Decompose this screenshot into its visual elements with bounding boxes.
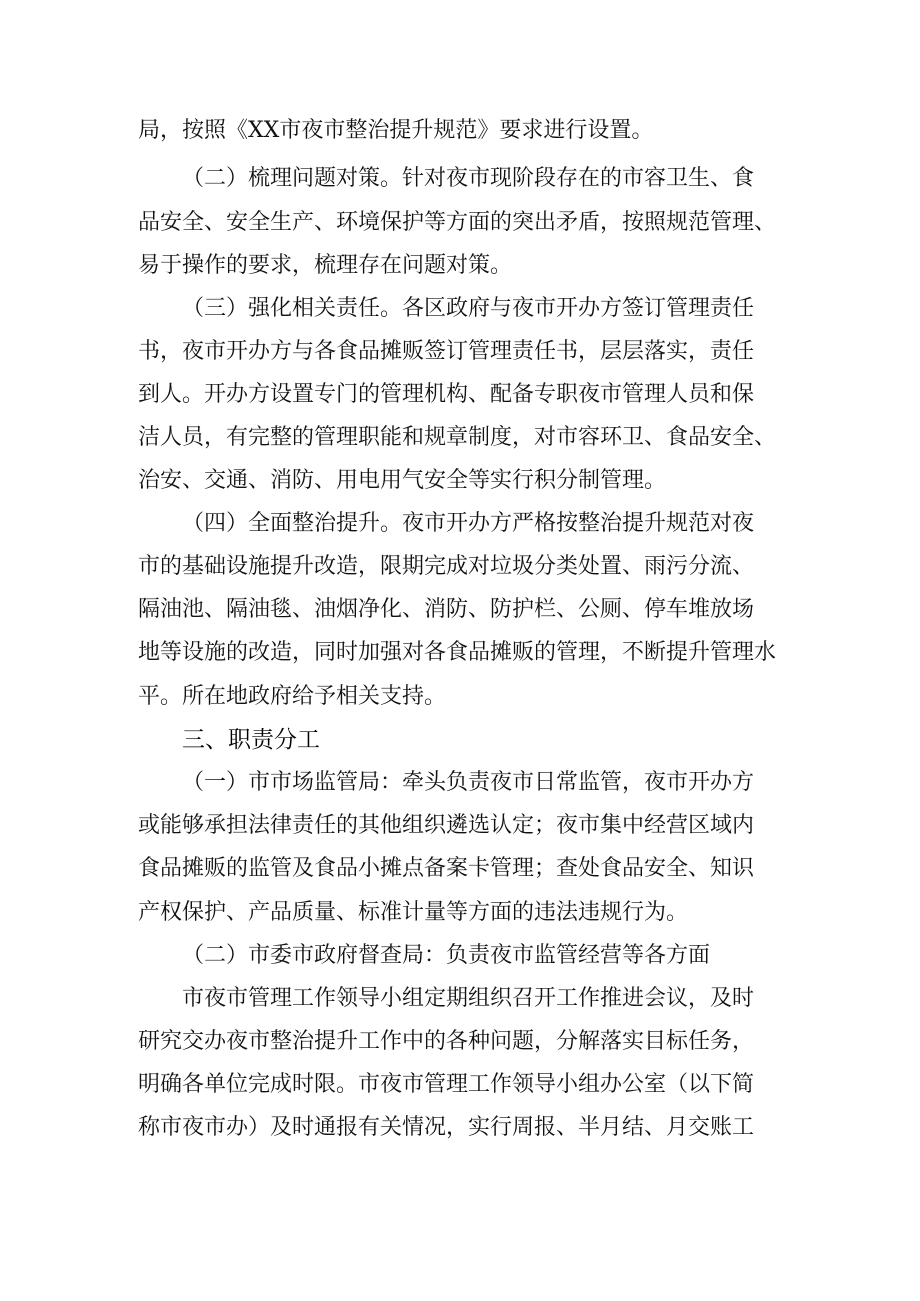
text-line: （二）市委市政府督查局：负责夜市监管经营等各方面 — [182, 943, 711, 968]
text-line: 明确各单位完成时限。市夜市管理工作领导小组办公室（以下简 — [138, 1072, 755, 1097]
text-line: 研究交办夜市整治提升工作中的各种问题，分解落实目标任务， — [138, 1029, 755, 1054]
text-line: 市夜市管理工作领导小组定期组织召开工作推进会议，及时 — [182, 986, 755, 1011]
text-line: （二）梳理问题对策。针对夜市现阶段存在的市容卫生、食 — [182, 166, 755, 191]
text-line: 平。所在地政府给予相关支持。 — [138, 684, 447, 709]
text-line: 地等设施的改造，同时加强对各食品摊贩的管理，不断提升管理水 — [138, 640, 777, 665]
text-line: 或能够承担法律责任的其他组织遴选认定；夜市集中经营区域内 — [138, 813, 755, 838]
text-line: 洁人员，有完整的管理职能和规章制度，对市容环卫、食品安全、 — [138, 425, 777, 450]
text-line: 产权保护、产品质量、标准计量等方面的违法违规行为。 — [138, 900, 689, 925]
text-line: 隔油池、隔油毯、油烟净化、消防、防护栏、公厕、停车堆放场 — [138, 597, 755, 622]
section-heading: 三、职责分工 — [182, 727, 320, 753]
text-line: （一）市市场监管局：牵头负责夜市日常监管，夜市开办方 — [182, 770, 755, 795]
text-line: （四）全面整治提升。夜市开办方严格按整治提升规范对夜 — [182, 511, 755, 536]
text-line: 治安、交通、消防、用电用气安全等实行积分制管理。 — [138, 468, 667, 493]
text-line: （三）强化相关责任。各区政府与夜市开办方签订管理责任 — [182, 296, 755, 321]
text-line: 食品摊贩的监管及食品小摊点备案卡管理；查处食品安全、知识 — [138, 856, 755, 881]
text-line: 市的基础设施提升改造，限期完成对垃圾分类处置、雨污分流、 — [138, 554, 755, 579]
text-line: 称市夜市办）及时通报有关情况，实行周报、半月结、月交账工 — [138, 1115, 755, 1140]
text-line: 到人。开办方设置专门的管理机构、配备专职夜市管理人员和保 — [138, 382, 755, 407]
text-line: 局，按照《XX市夜市整治提升规范》要求进行设置。 — [138, 118, 654, 143]
text-line: 书，夜市开办方与各食品摊贩签订管理责任书，层层落实，责任 — [138, 339, 755, 364]
text-line: 易于操作的要求，梳理存在问题对策。 — [138, 253, 513, 278]
text-line: 品安全、安全生产、环境保护等方面的突出矛盾，按照规范管理、 — [138, 210, 777, 235]
